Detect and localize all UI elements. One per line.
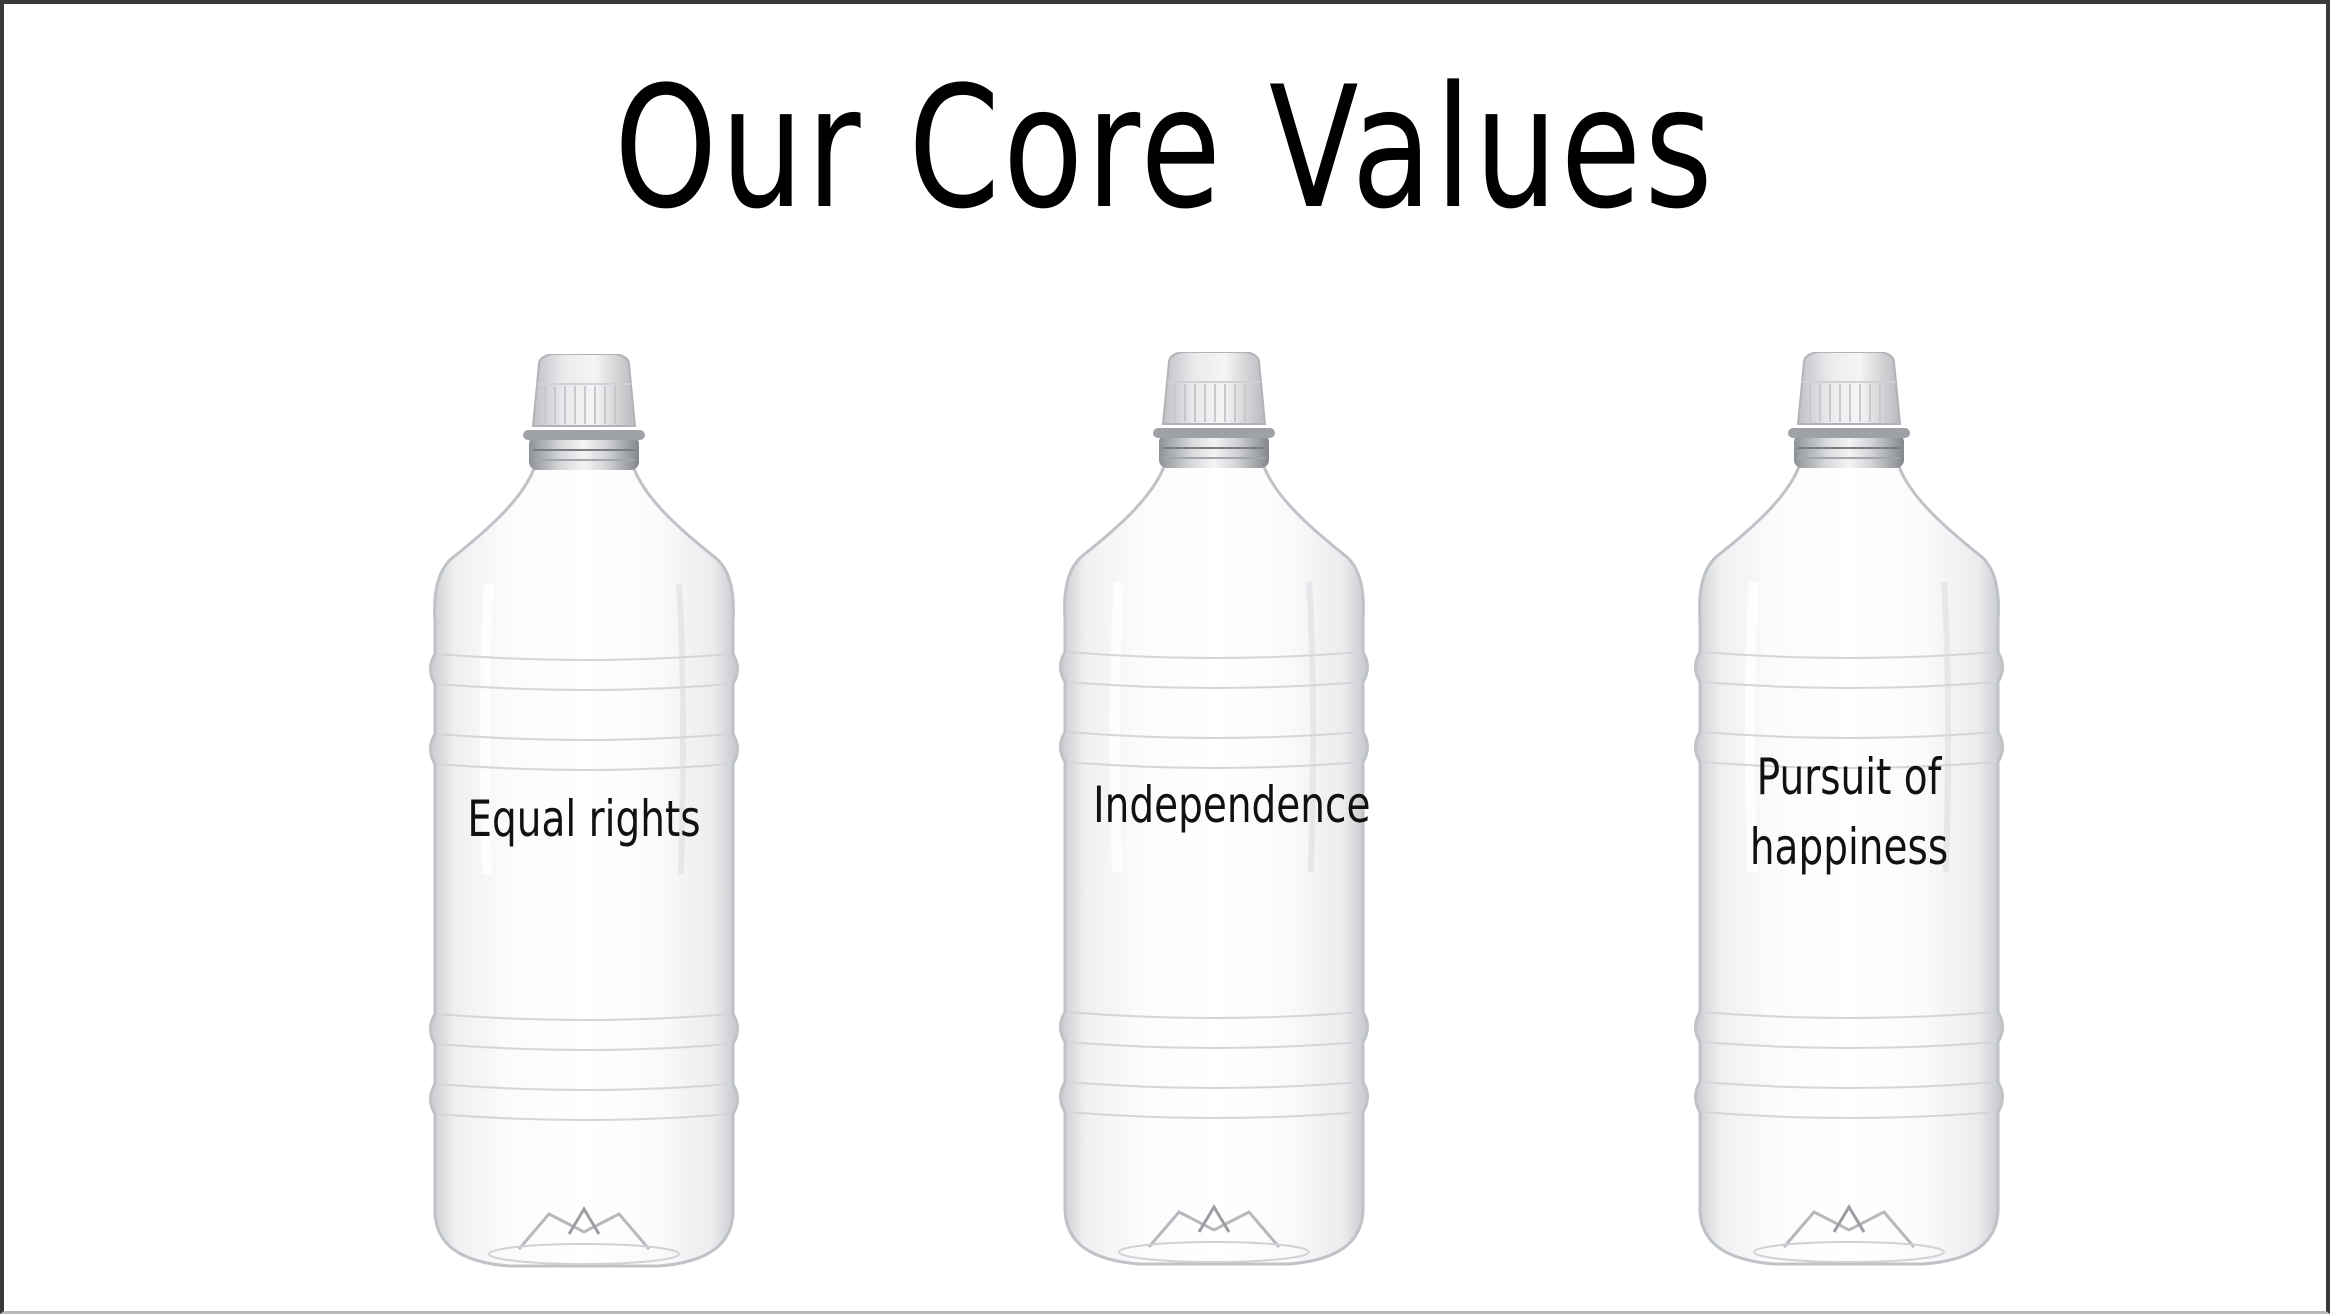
value-label-line: happiness (1749, 818, 1949, 876)
bottle-equal-rights (429, 354, 739, 1274)
value-label-line: Equal rights (467, 790, 701, 848)
value-label-line: Pursuit of (1756, 748, 1942, 806)
value-label-line: Independence (1093, 776, 1371, 834)
value-label-equal-rights (463, 784, 705, 854)
bottle-pursuit-of-happiness (1694, 352, 2004, 1272)
value-label-independence (1093, 770, 1371, 840)
bottle-independence (1059, 352, 1369, 1272)
value-label-pursuit-of-happiness (1728, 742, 1970, 882)
slide-title: Our Core Values (614, 50, 1716, 246)
